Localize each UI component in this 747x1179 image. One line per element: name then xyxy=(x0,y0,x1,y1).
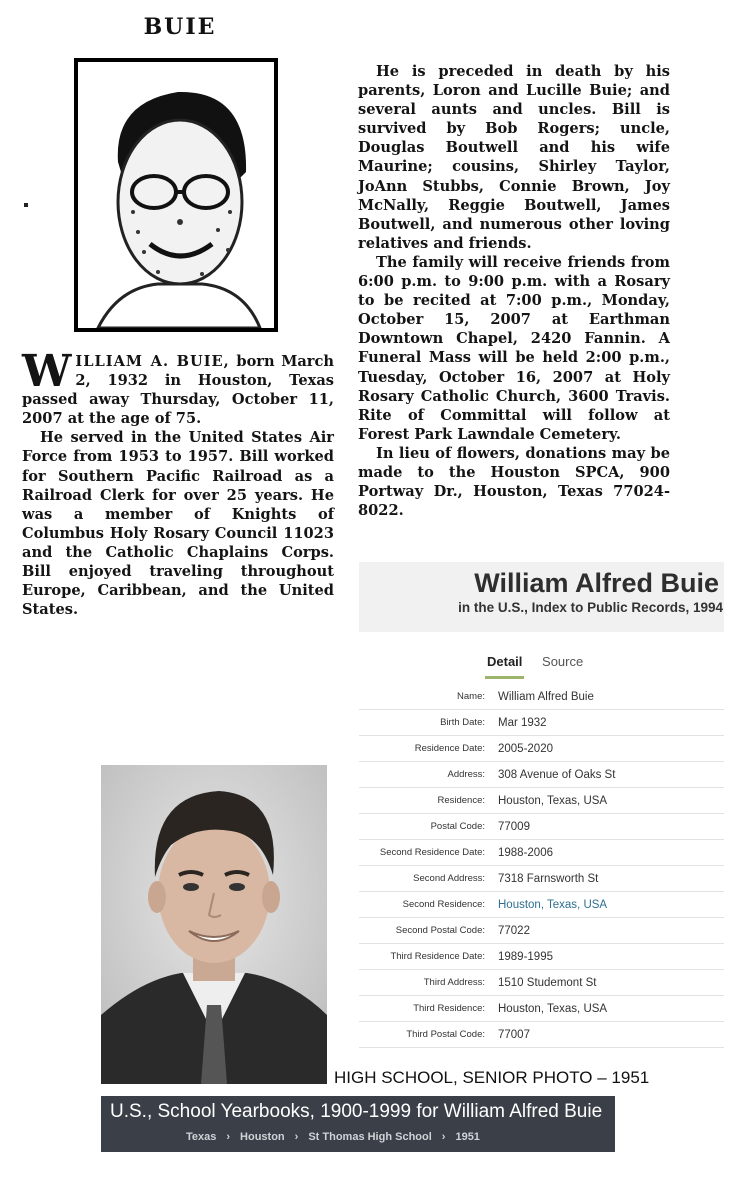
obituary-paragraph: The family will receive friends from 6:00 p.m. to 9:00 p.m. with a Rosary to be recited at 7:00 p.m., Monday, October 15, 2007 at Earthman Downtown Chapel, 2420 Fannin. A Funeral Mass will be held 2:00 p.m., Tuesday, October 16, 2007 at Holy Rosary Catholic Church, 3600 Travis. Rite of Committal will follow at Forest Park Lawndale Cemetery. xyxy=(358,253,670,443)
table-row xyxy=(359,1022,724,1048)
obituary-intro: born March 2, 1932 in Houston, Texas passed away Thursday, October 11, 2007 at the age of 75. xyxy=(22,353,334,428)
obituary-portrait xyxy=(74,58,278,332)
record-fields xyxy=(359,684,724,1048)
table-row xyxy=(359,684,724,710)
field-value: Houston, Texas, USA xyxy=(498,1002,608,1015)
field-label: Second Address: xyxy=(413,873,485,884)
field-value: 1988-2006 xyxy=(498,846,553,859)
record-collection-name: in the U.S., Index to Public Records, 1994 xyxy=(458,600,723,615)
field-label: Second Residence: xyxy=(402,899,485,910)
field-label: Name: xyxy=(457,691,485,702)
field-value: William Alfred Buie xyxy=(498,690,594,703)
print-speck xyxy=(24,203,28,207)
field-label: Third Postal Code: xyxy=(406,1029,485,1040)
obituary-column-right xyxy=(358,62,670,520)
field-label: Residence Date: xyxy=(414,743,485,754)
chevron-right-icon: › xyxy=(226,1131,231,1143)
table-row xyxy=(359,814,724,840)
table-row xyxy=(359,944,724,970)
table-row xyxy=(359,892,724,918)
obituary-paragraph: He served in the United States Air Force from 1953 to 1957. Bill worked for Southern Pacific Railroad as a Railroad Clerk for over 25 years. He was a member of Knights of Columbus Holy Rosary Council 11023 and the Catholic Chaplains Corps. Bill enjoyed traveling throughout Europe, Caribbean, and the United States. xyxy=(22,429,334,619)
table-row xyxy=(359,788,724,814)
obituary-heading: BUIE xyxy=(143,14,217,40)
field-value: 77022 xyxy=(498,924,530,937)
field-value: 7318 Farnsworth St xyxy=(498,872,599,885)
field-value: 308 Avenue of Oaks St xyxy=(498,768,616,781)
field-label: Third Residence Date: xyxy=(390,951,485,962)
record-person-name: William Alfred Buie xyxy=(474,568,719,598)
table-row xyxy=(359,762,724,788)
table-row xyxy=(359,996,724,1022)
field-value: 77007 xyxy=(498,1028,530,1041)
obituary-column-left xyxy=(22,346,334,619)
field-value: 1989-1995 xyxy=(498,950,553,963)
portrait-illustration xyxy=(78,62,274,328)
chevron-right-icon: › xyxy=(441,1131,446,1143)
field-value: Mar 1932 xyxy=(498,716,547,729)
deceased-name: ILLIAM A. BUIE, xyxy=(75,353,230,370)
tab-detail[interactable]: Detail xyxy=(485,654,524,679)
breadcrumb xyxy=(186,1131,480,1143)
table-row xyxy=(359,918,724,944)
obituary-paragraph: He is preceded in death by his parents, Loron and Lucille Buie; and several aunts and uncles. Bill is survived by Bob Rogers; uncle, Douglas Boutwell and his wife Maurine; cousins, Shirley Taylor, JoAnn Stubbs, Connie Brown, Joy McNally, Reggie Boutwell, James Boutwell, and numerous other loving relatives and friends. xyxy=(358,63,670,252)
yearbook-collection-title: U.S., School Yearbooks, 1900-1999 for William Alfred Buie xyxy=(110,1101,603,1122)
table-row xyxy=(359,840,724,866)
breadcrumb-item-state[interactable]: Texas xyxy=(186,1131,217,1143)
table-row xyxy=(359,736,724,762)
field-label: Address: xyxy=(447,769,485,780)
breadcrumb-item-year[interactable]: 1951 xyxy=(455,1131,480,1143)
obituary-paragraph xyxy=(22,346,334,428)
field-label: Birth Date: xyxy=(440,717,485,728)
field-label: Third Residence: xyxy=(413,1003,485,1014)
table-row xyxy=(359,866,724,892)
field-value: 77009 xyxy=(498,820,530,833)
record-tabs xyxy=(485,654,597,679)
field-value: Houston, Texas, USA xyxy=(498,794,608,807)
table-row xyxy=(359,970,724,996)
photo-caption: HIGH SCHOOL, SENIOR PHOTO – 1951 xyxy=(334,1068,650,1087)
breadcrumb-item-city[interactable]: Houston xyxy=(240,1131,285,1143)
field-label: Third Address: xyxy=(423,977,485,988)
tab-source[interactable]: Source xyxy=(542,654,584,669)
chevron-right-icon: › xyxy=(294,1131,299,1143)
drop-cap: W xyxy=(22,346,72,397)
table-row xyxy=(359,710,724,736)
obituary-paragraph: In lieu of flowers, donations may be made to the Houston SPCA, 900 Portway Dr., Houston, Texas 77024-8022. xyxy=(358,444,670,520)
field-label: Second Residence Date: xyxy=(379,847,485,858)
yearbook-photo xyxy=(101,765,327,1084)
field-label: Postal Code: xyxy=(430,821,485,832)
breadcrumb-item-school[interactable]: St Thomas High School xyxy=(308,1131,432,1143)
field-label: Residence: xyxy=(437,795,485,806)
field-value: 1510 Studemont St xyxy=(498,976,597,989)
field-label: Second Postal Code: xyxy=(395,925,485,936)
residence-link[interactable]: Houston, Texas, USA xyxy=(498,898,608,911)
field-value: 2005-2020 xyxy=(498,742,553,755)
yearbook-portrait xyxy=(101,765,327,1084)
